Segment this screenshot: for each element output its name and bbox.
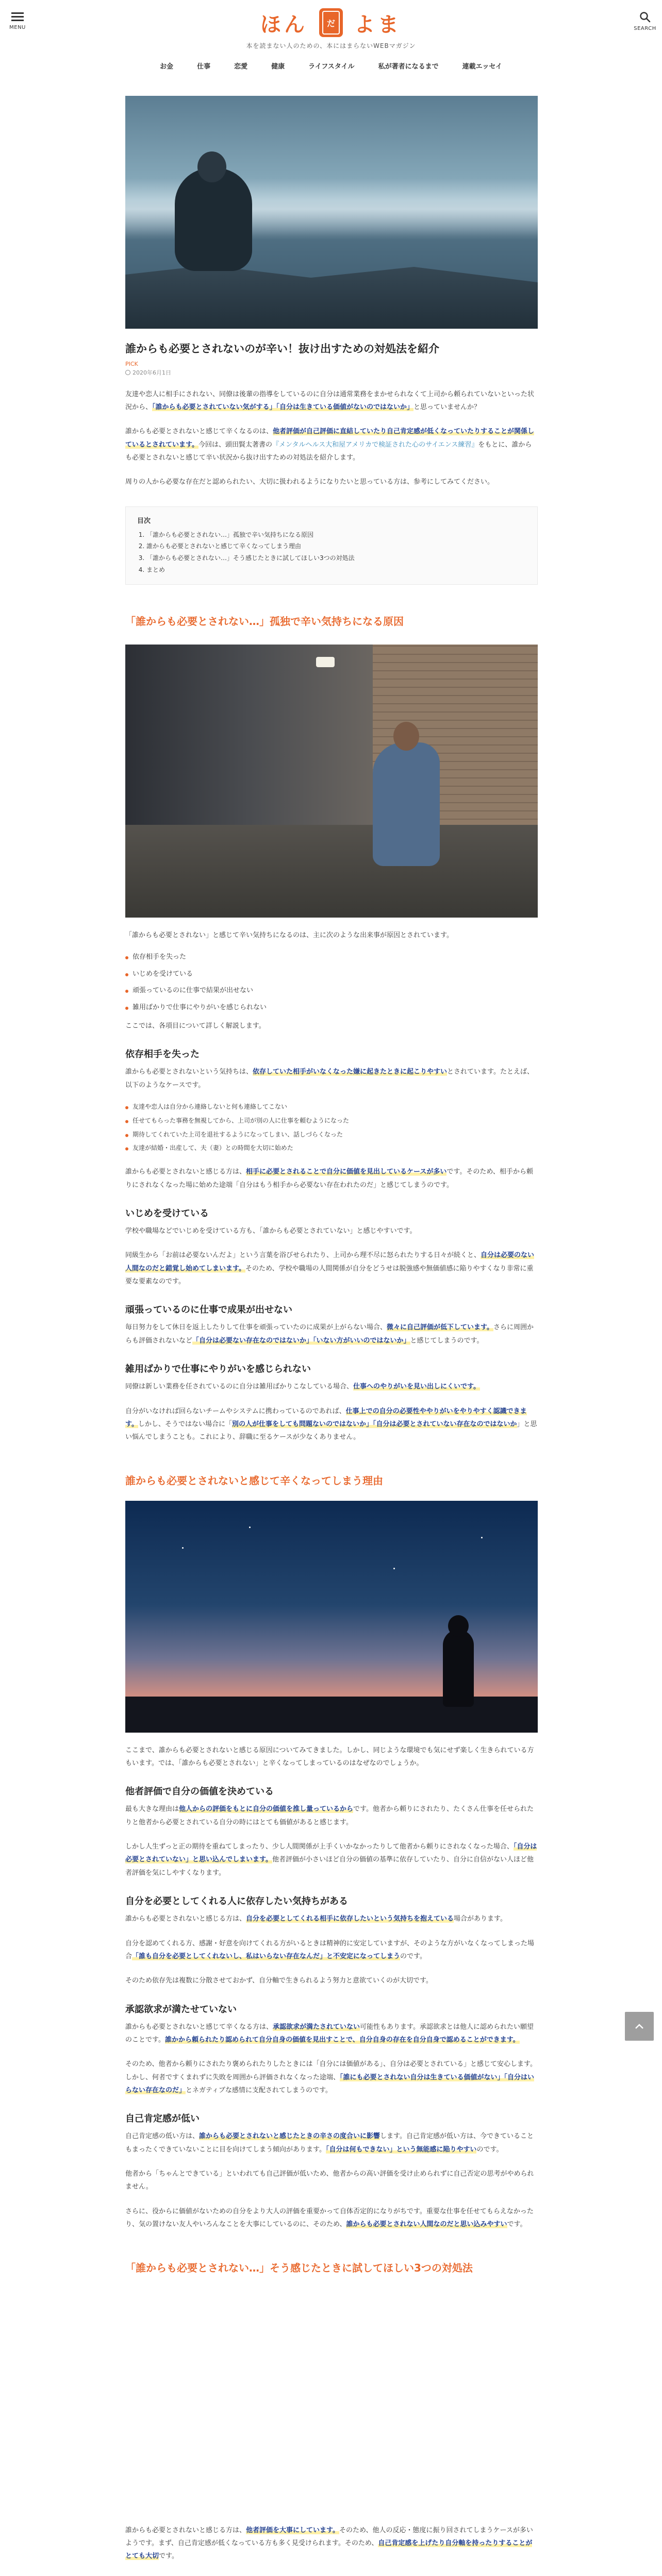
section-paragraph bbox=[125, 1380, 538, 1393]
section-paragraph: ここまで、誰からも必要とされないと感じる原因についてみてきました。しかし、同じような環境でも気にせず楽しく生きられている方もいます。では、「誰からも必要とされない」と辛くなってしまっているのはなぜなのでしょうか。 bbox=[125, 1746, 534, 1767]
intro-paragraph-1 bbox=[125, 388, 538, 414]
nav-item-money[interactable]: お金 bbox=[160, 63, 174, 71]
highlight-text: 他者評価が自己評価に直結していたり自己肯定感が低くなっていたりすることが関係しているとされています。 bbox=[125, 428, 535, 449]
section-image-corridor bbox=[125, 645, 538, 918]
subheading-lost-dependence: 依存相手を失った bbox=[125, 1049, 200, 1060]
highlight-text: 誰からも必要とされないと感じたときの辛さの度合いに影響 bbox=[199, 2132, 380, 2141]
menu-label: MENU bbox=[9, 25, 26, 30]
body-text: さらに、役からに価値がないための自分をより大人の評価を重要かって自体否定的になりがちです。重要な仕事を任せてもらえなかったり、気の置けない友人やいろんなことを大事にしているのに、そのため、 bbox=[125, 2207, 534, 2229]
section-paragraph: 「誰からも必要とされない」と感じて辛い気持ちになるのは、主に次のような出来事が原因とされています。 bbox=[125, 931, 453, 939]
section-paragraph bbox=[125, 2058, 538, 2097]
cause-list bbox=[125, 951, 538, 1014]
section-paragraph bbox=[125, 1165, 538, 1192]
book-icon bbox=[319, 8, 343, 37]
highlight-text: 誰かから頼られたり認められて自分自身の価値を見出すことで、自分自身の存在を自分自身で認めることができます。 bbox=[164, 2036, 520, 2044]
site-header bbox=[0, 0, 662, 87]
section-image-dusk bbox=[125, 1501, 538, 1733]
highlight-text: 他者評価を大事にしています。 bbox=[246, 2526, 339, 2534]
body-text: 誰からも必要とされないと感じる方は、 bbox=[125, 2526, 246, 2534]
highlight-text: 自己肯定感を上げたり自分軸を持ったりすることがとても大切 bbox=[125, 2539, 533, 2561]
table-of-contents bbox=[125, 506, 538, 585]
section-paragraph bbox=[125, 1840, 538, 1879]
list-item: 雑用ばかりで仕事にやりがいを感じられない bbox=[125, 1002, 538, 1014]
logo-text-left: ほん bbox=[260, 12, 308, 37]
body-text: さらに周囲からも評価されないなど bbox=[125, 1324, 534, 1345]
section-paragraph bbox=[125, 1912, 538, 1925]
search-icon bbox=[639, 11, 651, 23]
body-text: 他者評価が小さいほど自分の価値の基準に依存していたり、自分に自信がない人ほど他者評価を気にしやすくなります。 bbox=[125, 1856, 534, 1877]
highlight-text: 依存していた相手がいなくなった嫌に起きたときに起こりやすい bbox=[253, 1068, 448, 1076]
highlight-text: 承認欲求が満たされていない bbox=[273, 2023, 360, 2031]
nav-item-essay[interactable]: 連載エッセイ bbox=[462, 63, 502, 71]
article-date-text: 2020年6月1日 bbox=[133, 369, 171, 376]
section-paragraph: 学校や職場などでいじめを受けている方も、「誰からも必要とされていない」と感じやすいです。 bbox=[125, 1227, 417, 1235]
article-category[interactable]: PICK bbox=[125, 360, 138, 367]
list-item: 友達や恋人は自分から連絡しないと何も連絡してこない bbox=[125, 1101, 538, 1113]
section-paragraph bbox=[125, 1803, 538, 1829]
section-paragraph bbox=[125, 1321, 538, 1347]
body-text: そのため、他人の反応・態度に振り回されてしまうケースが多いようです。まず、自己肯定感が低くなっている方も多く見受けられます。そのため、 bbox=[125, 2526, 533, 2547]
body-text: とされています。たとえば、以下のようなケースです。 bbox=[125, 1068, 534, 1089]
body-text: 自己肯定感の低い方は、 bbox=[125, 2132, 200, 2141]
highlight-text: 仕事へのやりがいを見い出しにくいです。 bbox=[353, 1383, 480, 1391]
toc-item[interactable]: 3. 「誰からも必要とされない…」そう感じたときに試してほしい3つの対処法 bbox=[146, 552, 526, 564]
back-to-top-button[interactable] bbox=[625, 2012, 654, 2041]
nav-item-love[interactable]: 恋愛 bbox=[234, 63, 248, 71]
body-text: 誰からも必要とされないと感じて辛くなる方は、 bbox=[125, 2023, 273, 2031]
subheading-low-self-esteem: 自己肯定感が低い bbox=[125, 2113, 200, 2125]
highlight-text: 別の人が仕事をしても問題ないのではないか bbox=[231, 1420, 366, 1428]
nav-item-author-story[interactable]: 私が著者になるまで bbox=[378, 63, 439, 71]
list-item: 友達が結婚・出産して、夫（妻）との時間を大切に始めた bbox=[125, 1142, 538, 1154]
highlight-text: 仕事上での自分の必要性ややりがいをやりやすく認識できます。 bbox=[125, 1407, 527, 1428]
body-text: 自分を認めてくれる方、感謝・好意を向けてくれる方がいるときは精神的に安定していますが、そのような方がいなくなってしまった場合 bbox=[125, 1939, 535, 1960]
body-text: とネガティブな感情に支配されてしまうのです。 bbox=[186, 2087, 332, 2094]
subheading-bullying: いじめを受けている bbox=[125, 1208, 209, 1219]
body-text: そのため、学校や職場の人間関係が自分をどうせは脱強感や無価値感に陥りやすくなり非常に重要な要素なのです。 bbox=[125, 1264, 534, 1285]
highlight-text: 「自分は何もできない」という無能感に陥りやすい bbox=[325, 2145, 477, 2154]
hero-image bbox=[125, 96, 538, 329]
nav-item-work[interactable]: 仕事 bbox=[197, 63, 211, 71]
section-paragraph bbox=[125, 1937, 538, 1963]
section-paragraph bbox=[125, 1405, 538, 1444]
toc-item[interactable]: 4. まとめ bbox=[146, 564, 526, 576]
body-text: 同級生から「お前は必要ないんだよ」という言葉を浴びせられたり、上司から理不尽に怒られたりする日々が続くと、 bbox=[125, 1251, 481, 1260]
body-text: 場合があります。 bbox=[454, 1915, 507, 1923]
article bbox=[125, 96, 538, 2563]
section-heading-solutions: 「誰からも必要とされない…」そう感じたときに試してほしい3つの対処法 bbox=[125, 2261, 473, 2274]
body-text: と感じてしまうのです。 bbox=[410, 1336, 484, 1345]
site-logo[interactable] bbox=[0, 7, 662, 38]
subheading-approval-need: 承認欲求が満たせていない bbox=[125, 2004, 237, 2015]
body-text: 毎日努力をして休日を返上したりして仕事を頑張っていたのに成果が上がらない場合、 bbox=[125, 1324, 387, 1332]
toc-list bbox=[137, 529, 526, 576]
highlight-text: 」「自分は必要とされていない存在なのではないか bbox=[366, 1420, 517, 1428]
highlight-text: 自分を必要としてくれる相手に依存したいという気持ちを抱えている bbox=[246, 1915, 454, 1923]
highlight-text: 「誰にも必要とされない自分は生きている価値がない」「自分はいらない存在なのだ」 bbox=[125, 2073, 535, 2094]
section-paragraph bbox=[125, 2524, 538, 2563]
toc-item[interactable]: 2. 誰からも必要とされないと感じて辛くなってしまう理由 bbox=[146, 540, 526, 552]
body-text: です。 bbox=[159, 2552, 178, 2561]
section-paragraph: ここでは、各項目について詳しく解説します。 bbox=[125, 1022, 266, 1030]
body-text: 同僚は新しい業務を任されているのに自分は雑用ばかりこなしている場合、 bbox=[125, 1383, 354, 1391]
body-text: しかし、そうではない場合に「 bbox=[138, 1420, 232, 1428]
search-button[interactable] bbox=[632, 10, 658, 35]
global-nav bbox=[0, 58, 662, 73]
list-item: 依存相手を失った bbox=[125, 951, 538, 964]
clock-icon bbox=[125, 370, 130, 375]
toc-title: 目次 bbox=[137, 517, 151, 525]
body-text: のです。 bbox=[476, 2145, 503, 2154]
body-text: と思っていませんか？ bbox=[413, 403, 481, 411]
body-text: 誰からも必要とされないと感じる方は、 bbox=[125, 1915, 246, 1923]
subheading-chores: 雑用ばかりで仕事にやりがいを感じられない bbox=[125, 1364, 311, 1375]
section-paragraph bbox=[125, 2130, 538, 2156]
body-text: 可能性もあります。承認欲求とは他人に認められたい願望のことです。 bbox=[125, 2023, 534, 2044]
highlight-text: 「自分は必要ない存在なのではないか」「いない方がいいのではないか」 bbox=[192, 1336, 410, 1345]
body-text: しかし人生ずっと正の期待を重ねてしまったり、少し人間関係が上手くいかなかったりして他者から頼りにされなくなった場合、 bbox=[125, 1843, 514, 1851]
section-heading-reasons: 誰からも必要とされないと感じて辛くなってしまう理由 bbox=[125, 1474, 383, 1487]
logo-text-mid: だ bbox=[326, 18, 335, 28]
intro-paragraph-2 bbox=[125, 425, 538, 464]
section-paragraph bbox=[125, 1065, 538, 1092]
nav-item-lifestyle[interactable]: ライフスタイル bbox=[308, 63, 355, 71]
list-item: 期待してくれていた上司を退社するようになってしまい、話しづらくなった bbox=[125, 1129, 538, 1141]
body-text: 今回は、頭田賢太著書の bbox=[198, 440, 272, 449]
intro-paragraph-3: 周りの人から必要な存在だと認められたい、大切に扱われるようになりたいと思っている方は、参考にしてみてください。 bbox=[125, 478, 494, 486]
body-text: 友達や恋人に相手にされない、同僚は後輩の指導をしているのに自分は通常業務をまかせられなくて上司から頼られていないといった状況から、 bbox=[125, 390, 535, 411]
body-text: のです。 bbox=[400, 1952, 426, 1960]
highlight-text: 相手に必要とされることで自分に価値を見出しているケースが多い bbox=[246, 1168, 447, 1176]
search-label: SEARCH bbox=[634, 26, 656, 31]
book-link[interactable]: 『メンタルヘルス大和屋アメリカで検証された心のサイエンス練習』 bbox=[272, 440, 478, 449]
body-text: 最も大きな理由は bbox=[125, 1805, 179, 1814]
highlight-text: 自分は必要のない人間なのだと錯覚し始めてしまいます。 bbox=[125, 1251, 535, 1273]
body-text: 自分がいなければ回らないチームやシステムに携わっているのであれば、 bbox=[125, 1407, 346, 1415]
highlight-text: 「自分は必要とされていない」と思い込んでしまいます。 bbox=[125, 1843, 537, 1864]
site-tagline: 本を読まない人のための、本にはまらないWEBマガジン bbox=[246, 42, 416, 49]
body-text: 誰からも必要とされないと感じる方は、 bbox=[125, 1168, 246, 1176]
highlight-text: 微々に自己評価が低下しています。 bbox=[387, 1324, 493, 1332]
section-paragraph: そのため依存先は複数に分散させておかず、自分軸で生きられるよう努力と意欲ていくのが大切です。 bbox=[125, 1977, 433, 1985]
highlight-text: 誰からも必要とされない人間なのだと思い込みやすい bbox=[346, 2221, 507, 2229]
body-text: します。自己肯定感が低い方は、今できていることもまったくできていないことに目を向けてしまう傾向があります。 bbox=[125, 2132, 534, 2154]
example-list bbox=[125, 1101, 538, 1154]
body-text: です。 bbox=[507, 2221, 527, 2229]
ad-space bbox=[125, 2276, 538, 2513]
nav-item-health[interactable]: 健康 bbox=[271, 63, 285, 71]
highlight-text: 「誰からも必要とされていない気がする」「自分は生きている価値がないのではないか」 bbox=[152, 403, 414, 411]
body-text: 誰からも必要とされないと感じて辛くなるのは、 bbox=[125, 428, 273, 436]
body-text: です。そのため、相手から頼りにされなくなった場に始めた途端「自分はもう相手から必要ない存在われたのだ」と感じてしまうのです。 bbox=[125, 1168, 533, 1189]
body-text: そのため、他者から頼りにされたり褒められたりしたときには「自分には価値がある」、自分は必要とされている」と感じて安心します。しかし、何者ですくまれずに失敗を周囲から評価されなくなった途端、 bbox=[125, 2060, 537, 2081]
body-text: 誰からも必要とされないという気持ちは、 bbox=[125, 1068, 253, 1076]
article-title: 誰からも必要とされないのが辛い！抜け出すための対処法を紹介 bbox=[125, 343, 439, 355]
section-paragraph: 他者から「ちゃんとできている」といわれても自己評価が低いため、他者からの高い評価を受け止められずに自己否定の思考がやめられません。 bbox=[125, 2170, 534, 2191]
section-paragraph bbox=[125, 2205, 538, 2231]
toc-item[interactable]: 1. 「誰からも必要とされない…」孤独で辛い気持ちになる原因 bbox=[146, 529, 526, 541]
logo-text-right: よま bbox=[354, 12, 402, 37]
highlight-text: 「誰も自分を必要としてくれないし、私はいらない存在なんだ」と不安定になってしまう bbox=[132, 1952, 401, 1960]
section-heading-causes: 「誰からも必要とされない…」孤独で辛い気持ちになる原因 bbox=[125, 615, 404, 628]
body-text: 」と思い悩んでしまうことも。これにより、辞職に至るケースが少なくありません。 bbox=[125, 1420, 537, 1442]
section-paragraph bbox=[125, 2021, 538, 2047]
body-text: をもとに、誰からも必要とされないと感じて辛い状況から抜け出すための対処法を紹介します。 bbox=[125, 440, 532, 462]
subheading-others-evaluation: 他者評価で自分の価値を決めている bbox=[125, 1786, 274, 1798]
list-item: 頑張っているのに仕事で結果が出せない bbox=[125, 985, 538, 997]
body-text: です。他者から頼りにされたり、たくさん仕事を任せられたりと他者から必要とされている自分の時にはとても価値があると感じます。 bbox=[125, 1805, 534, 1826]
highlight-text: 他人からの評価をもとに自分の価値を推し量っているから bbox=[179, 1805, 354, 1814]
article-date bbox=[125, 368, 538, 377]
subheading-dependence-wish: 自分を必要としてくれる人に依存したい気持ちがある bbox=[125, 1896, 348, 1907]
list-item: 任せてもらった事務を無視してから、上司が別の人に仕事を頼むようになった bbox=[125, 1115, 538, 1127]
chevron-up-icon bbox=[635, 2023, 644, 2029]
list-item: いじめを受けている bbox=[125, 968, 538, 981]
section-paragraph bbox=[125, 1249, 538, 1288]
subheading-no-results: 頑張っているのに仕事で成果が出せない bbox=[125, 1304, 292, 1316]
